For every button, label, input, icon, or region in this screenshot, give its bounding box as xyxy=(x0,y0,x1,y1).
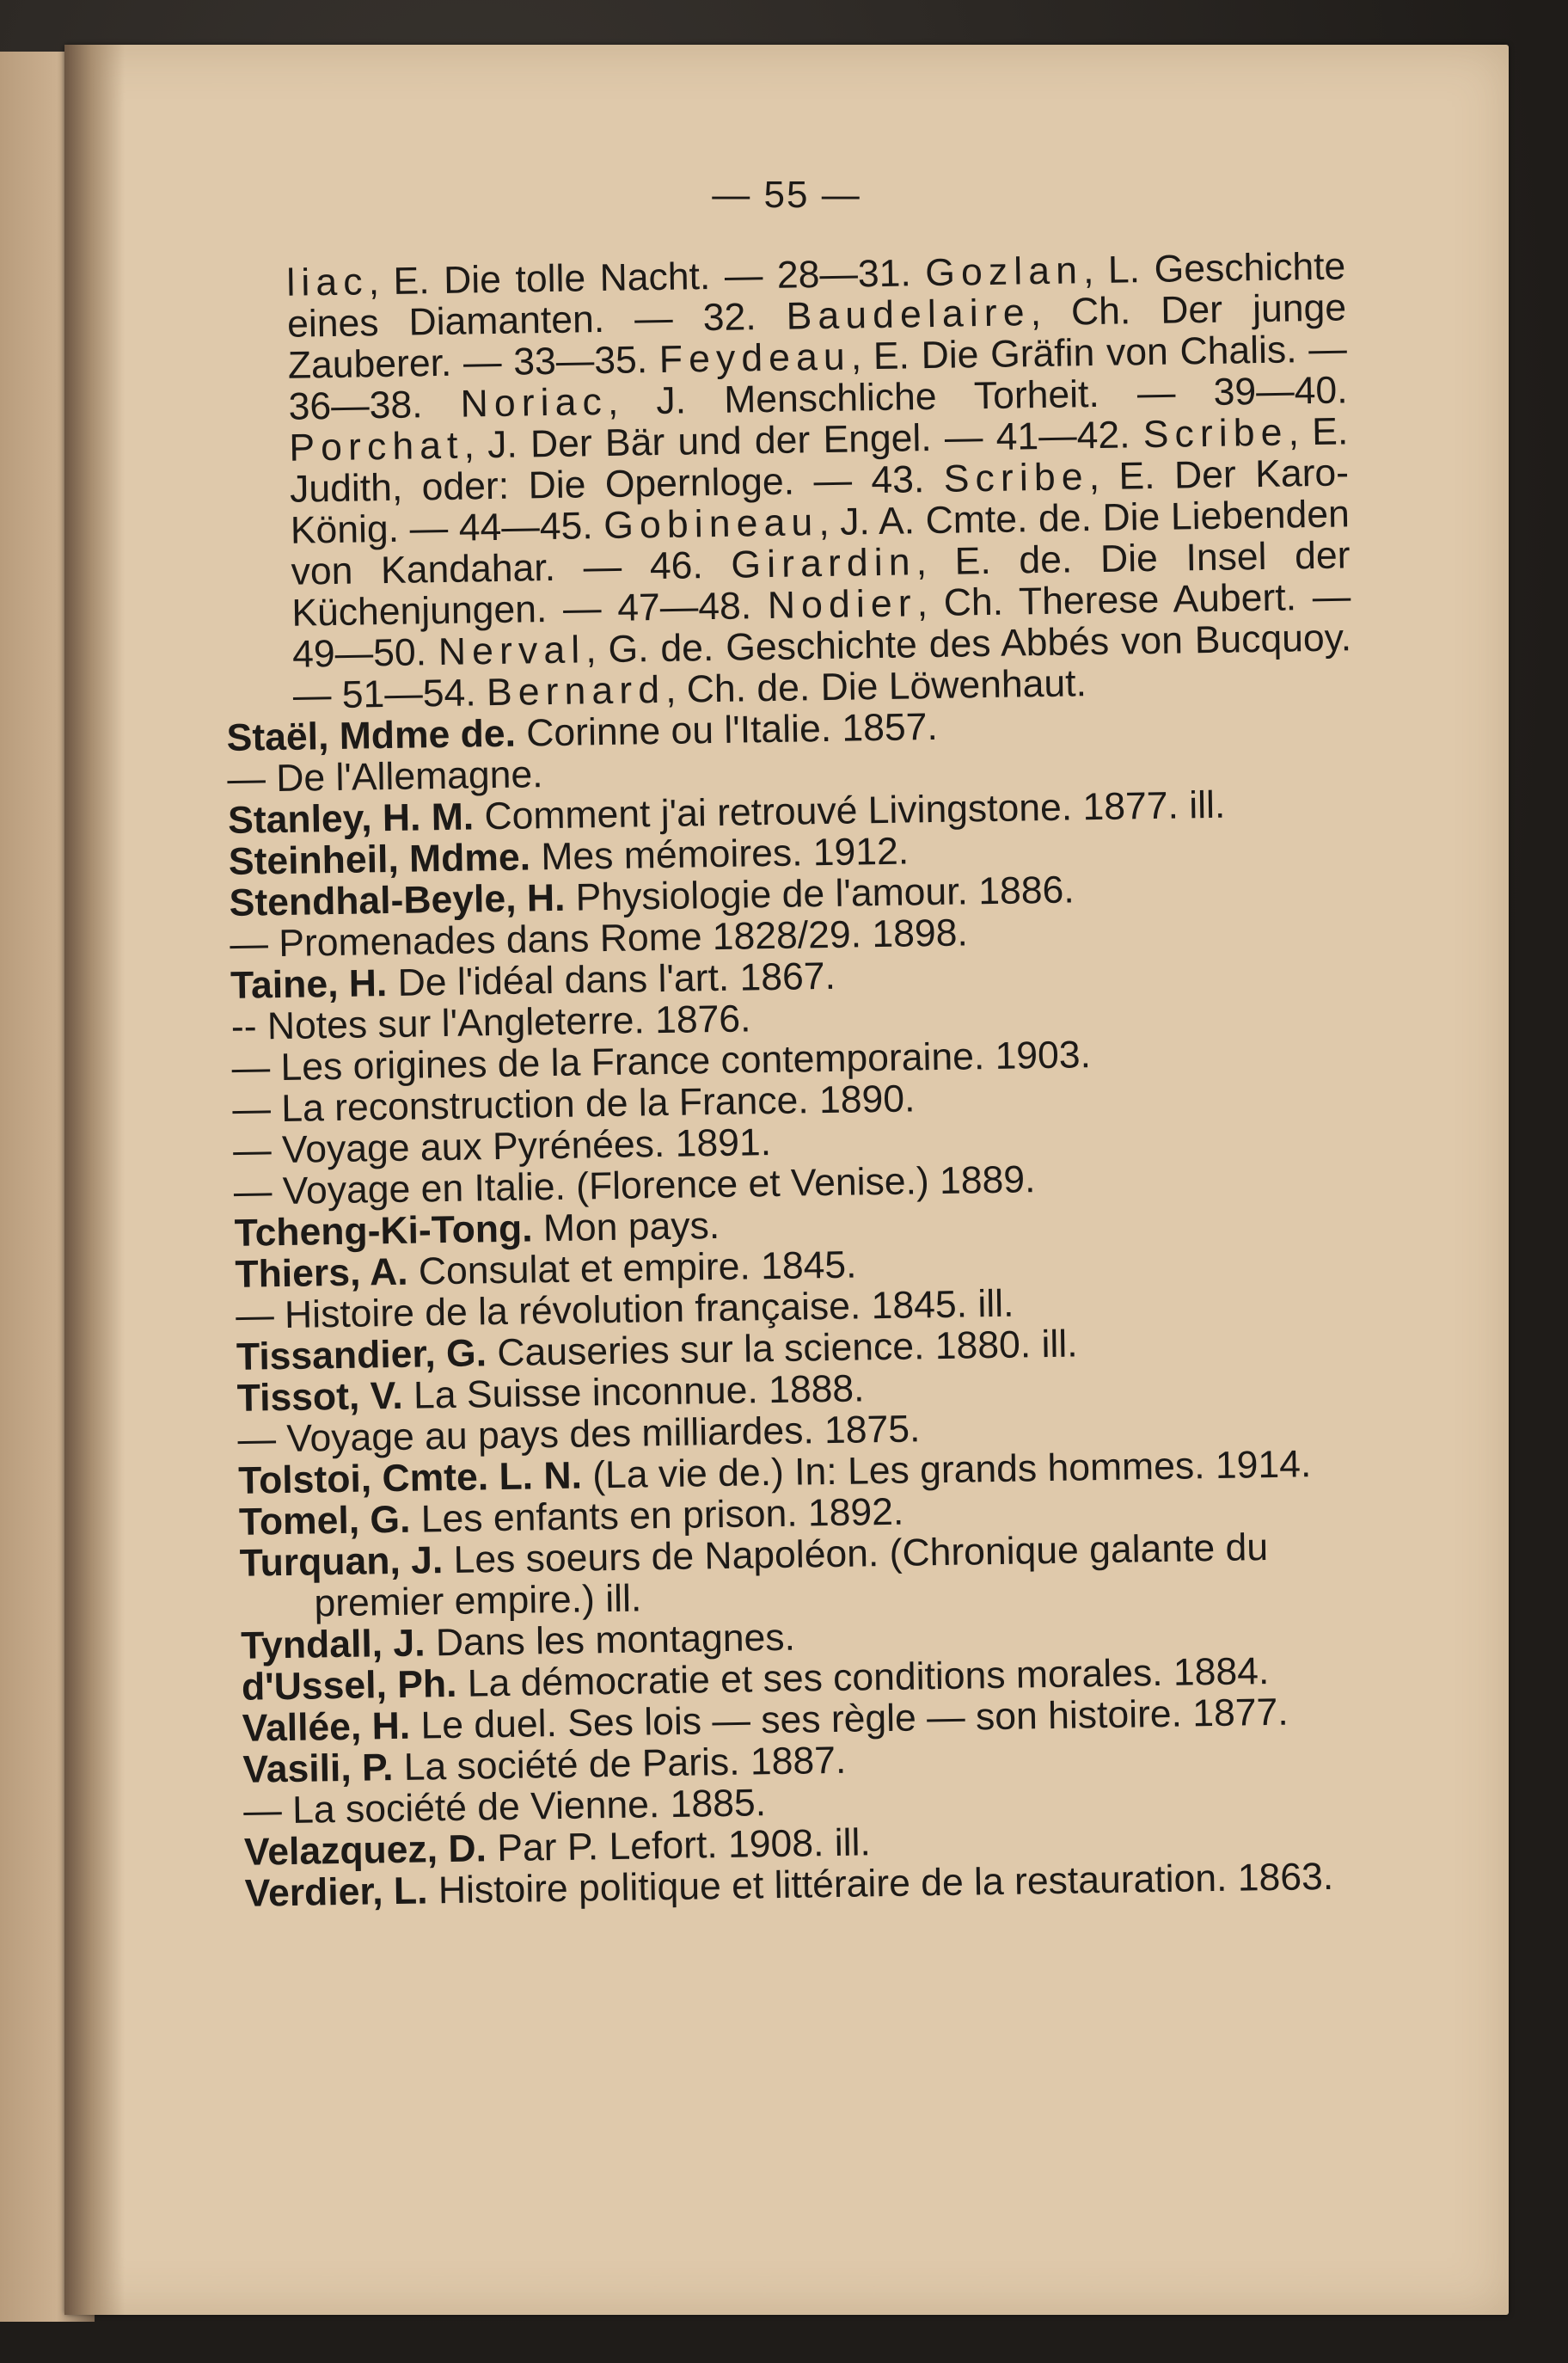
entry-author: Tcheng-Ki-Tong. xyxy=(234,1207,533,1255)
spaced-author-name: Scribe xyxy=(1142,411,1289,457)
entry-title: (La vie de.) In: Les grands hommes. 1914. xyxy=(581,1443,1312,1497)
spaced-author-name: liac xyxy=(285,261,369,304)
entry-title: — Voyage aux Pyrénées. 1891. xyxy=(232,1121,772,1172)
entry-author: Steinheil, Mdme. xyxy=(228,836,531,883)
entry-title: Dans les montagnes. xyxy=(425,1616,796,1665)
continuation-text: , Ch. de. Die Löwenhaut. xyxy=(665,662,1087,711)
spaced-author-name: Baudelaire xyxy=(786,292,1031,338)
entry-author: Vallée, H. xyxy=(242,1704,411,1750)
entry-author: Verdier, L. xyxy=(244,1869,428,1915)
spaced-author-name: Porchat xyxy=(288,424,464,470)
spaced-author-name: Noriac xyxy=(460,380,609,426)
continuation-text: , G. de. Geschichte des Abbés von Bucquoy. — 51—54. xyxy=(292,617,1352,717)
entry-title: Le duel. Ses lois — ses règle — son histoire. 1877. xyxy=(409,1691,1289,1747)
entry-author: d'Ussel, Ph. xyxy=(241,1662,457,1709)
entry-title: Physiologie de l'amour. 1886. xyxy=(564,868,1075,919)
continuation-text: , E. Die Gräfin von Chalis. — 36—38. xyxy=(288,328,1348,428)
entry-title: Comment j'ai retrouvé Livingstone. 1877. ill. xyxy=(473,783,1226,838)
spaced-author-name: Bernard xyxy=(486,668,666,715)
spaced-author-name: Nodier xyxy=(767,582,918,628)
entry-title: — La société de Vienne. 1885. xyxy=(242,1782,767,1832)
page-number: — 55 — xyxy=(712,174,861,216)
spaced-author-name: Nerval xyxy=(438,629,586,674)
entry-title: — Voyage en Italie. (Florence et Venise.) 1889. xyxy=(233,1158,1036,1213)
entry-title: De l'idéal dans l'art. 1867. xyxy=(386,954,836,1005)
continuation-text: , E. Judith, oder: Die Opernloge. — 43. xyxy=(289,410,1349,511)
spaced-author-name: Scribe xyxy=(943,456,1090,500)
entry-title: Causeries sur la science. 1880. ill. xyxy=(486,1323,1078,1375)
continuation-text: , J. A. Cmte. de. Die Liebenden von Kandahar. — 46. xyxy=(291,493,1351,593)
entry-title: — Voyage au pays des milliardes. 1875. xyxy=(237,1408,921,1461)
entry-title: La démocratie et ses conditions morales. 1884. xyxy=(456,1650,1270,1705)
entry-author: Stendhal-Beyle, H. xyxy=(229,876,566,924)
entry-author: Taine, H. xyxy=(230,962,388,1007)
entry-title: Les enfants en prison. 1892. xyxy=(410,1490,904,1541)
entry-author: Stanley, H. M. xyxy=(227,795,475,842)
page-gutter-shadow xyxy=(64,45,125,2315)
entry-title: -- Notes sur l'Angleterre. 1876. xyxy=(230,997,751,1048)
entry-title: — Histoire de la révolution française. 1845. ill. xyxy=(235,1282,1014,1337)
continuation-text: , E. Der Karo-König. — 44—45. xyxy=(290,451,1350,552)
entry-author: Tolstoi, Cmte. L. N. xyxy=(237,1454,583,1502)
catalog-text xyxy=(219,246,1371,1914)
entries-list xyxy=(226,700,1371,1914)
entry-title: La société de Paris. 1887. xyxy=(392,1739,847,1789)
entry-title: Mon pays. xyxy=(532,1204,720,1250)
entry-title: Les soeurs de Napoléon. (Chronique galante du premier empire.) ill. xyxy=(314,1526,1269,1625)
entry-author: Turquan, J. xyxy=(239,1539,444,1585)
spaced-author-name: Gobineau xyxy=(603,501,819,548)
entry-title: Par P. Lefort. 1908. ill. xyxy=(486,1821,872,1870)
spaced-author-name: Gozlan xyxy=(924,249,1084,295)
entry-author: Vasili, P. xyxy=(242,1746,394,1791)
entry-title: — Les origines de la France contemporaine. 1903. xyxy=(231,1034,1092,1089)
entry-author: Tyndall, J. xyxy=(240,1622,426,1667)
continuation-text: , J. Menschliche Torheit. — 39—40. xyxy=(607,369,1348,423)
continuation-paragraph xyxy=(219,246,1352,718)
spaced-author-name: Feydeau xyxy=(658,335,852,381)
entry-title: — La reconstruction de la France. 1890. xyxy=(232,1077,916,1131)
continuation-text: , Ch. Der junge Zauberer. — 33—35. xyxy=(287,286,1347,387)
entry-title: Mes mémoires. 1912. xyxy=(530,830,910,879)
spaced-author-name: Girardin xyxy=(731,541,917,586)
entry-title: — Promenades dans Rome 1828/29. 1898. xyxy=(230,911,969,966)
entry-title: Corinne ou l'Italie. 1857. xyxy=(515,705,939,755)
continuation-text: , E. de. Die Insel der Küchenjungen. — 47—48. xyxy=(291,534,1351,635)
continuation-text: , Ch. Therese Aubert. — 49—50. xyxy=(291,575,1351,676)
entry-author: Tissandier, G. xyxy=(236,1332,487,1378)
entry-title: La Suisse inconnue. 1888. xyxy=(402,1367,865,1417)
entry-author: Velazquez, D. xyxy=(243,1827,487,1874)
entry-title: — De l'Allemagne. xyxy=(227,753,543,801)
book-page xyxy=(64,45,1509,2315)
entry-title: Consulat et empire. 1845. xyxy=(407,1243,857,1293)
entry-author: Tissot, V. xyxy=(236,1374,404,1420)
entry-author: Tomel, G. xyxy=(238,1498,411,1544)
continuation-text: , E. Die tolle Nacht. — 28—31. xyxy=(368,252,926,304)
continuation-text: , L. Geschichte eines Diamanten. — 32. xyxy=(286,245,1346,346)
entry-author: Staël, Mdme de. xyxy=(226,712,517,759)
entry-title: Histoire politique et littéraire de la restauration. 1863. xyxy=(427,1855,1334,1912)
entry-author: Thiers, A. xyxy=(235,1250,408,1296)
continuation-text: , J. Der Bär und der Engel. — 41—42. xyxy=(463,414,1144,467)
